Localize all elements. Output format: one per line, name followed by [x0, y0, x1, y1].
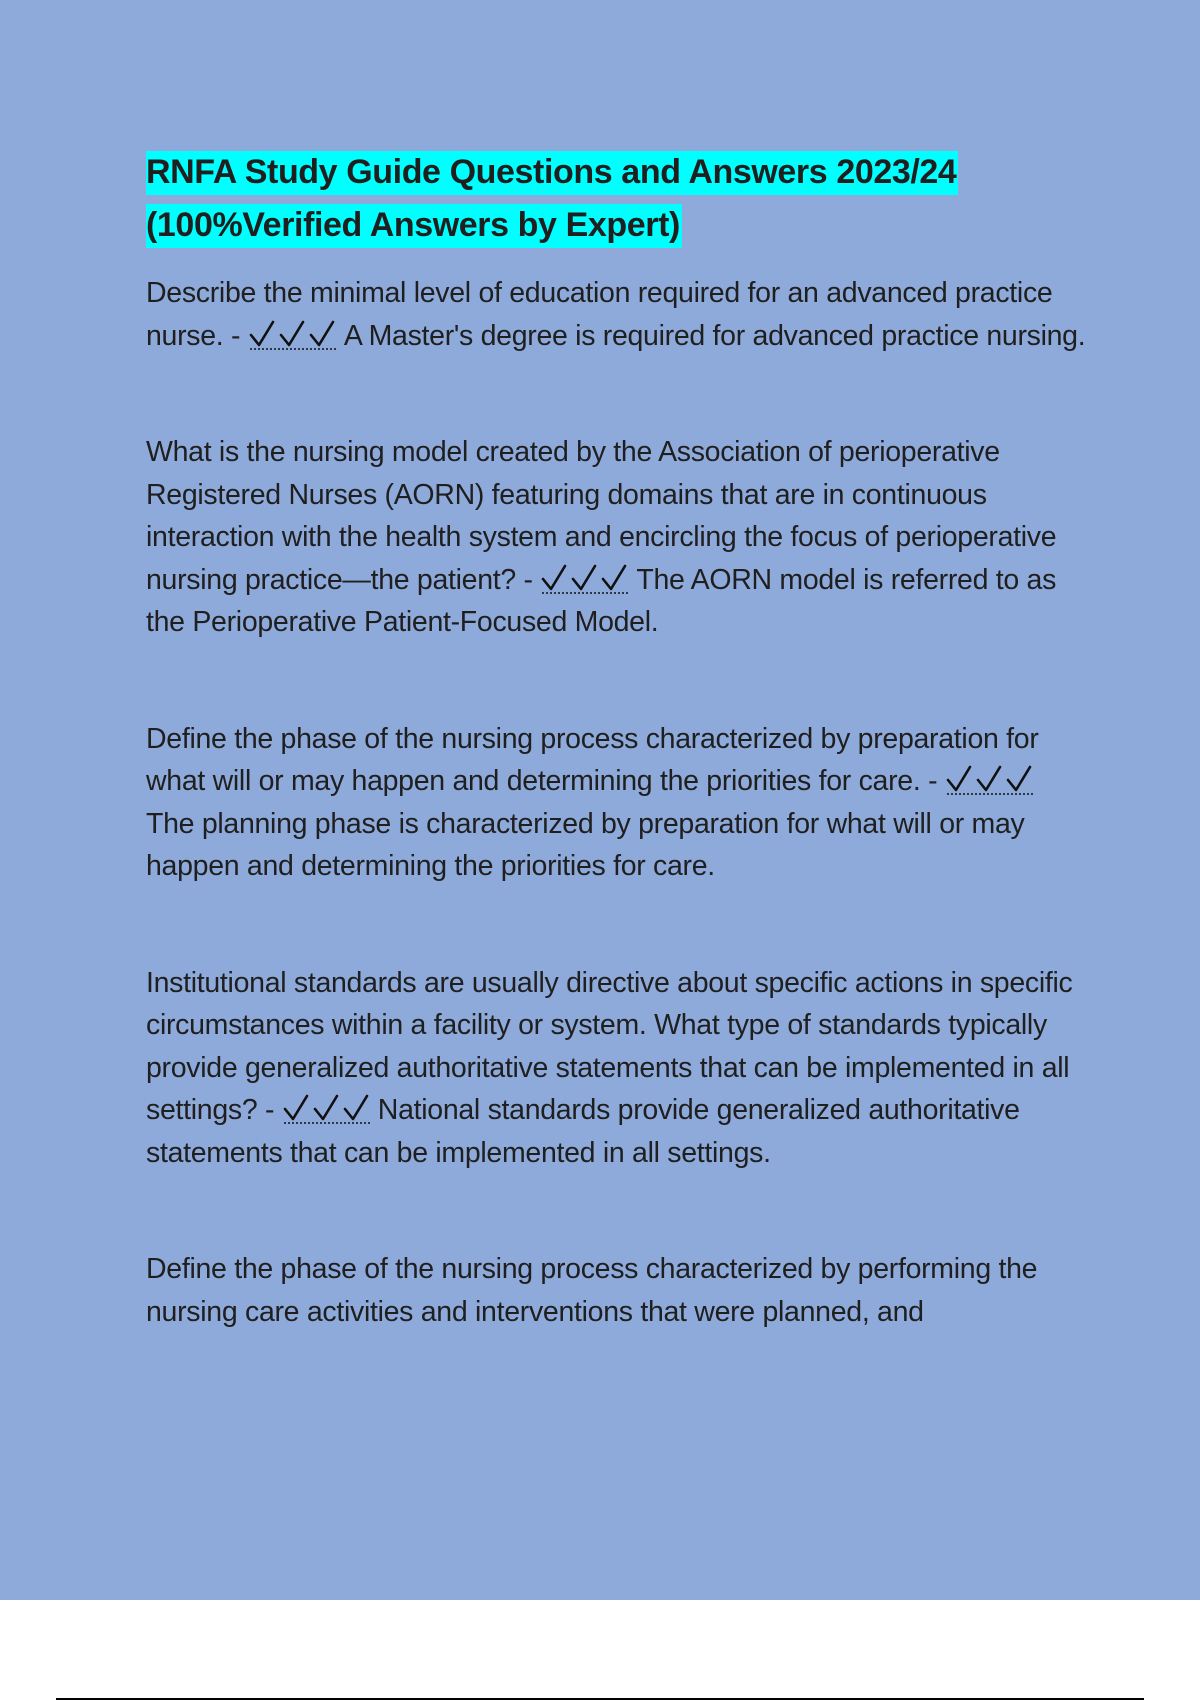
qa-item-2: [146, 431, 1086, 644]
qa-item-4: [146, 962, 1086, 1175]
answer-text: National standards provide generalized authoritative statements that can be implemented in all settings.: [146, 1094, 1020, 1169]
document-body: [146, 146, 1086, 1407]
question-text: Define the phase of the nursing process characterized by preparation for what will or may happen and determining the priorities for care. -: [146, 722, 1039, 797]
triple-check-icon: [945, 762, 1041, 796]
question-text: What is the nursing model created by the Association of perioperative Registered Nurses (AORN) featuring domains that are in continuous interaction with the health system and encircling the focus of perioperative nursing practice—the patient? -: [146, 436, 1057, 596]
answer-text: The AORN model is referred to as the Perioperative Patient-Focused Model.: [146, 563, 1057, 638]
title-line-1: RNFA Study Guide Questions and Answers 2023/24: [146, 151, 958, 195]
triple-check-icon: [248, 317, 344, 351]
answer-text: The planning phase is characterized by preparation for what will or may happen and determining the priorities for care.: [146, 807, 1025, 882]
triple-check-icon: [282, 1091, 378, 1125]
triple-check-icon: [540, 561, 636, 595]
answer-text: A Master's degree is required for advanced practice nursing.: [343, 319, 1086, 352]
qa-item-3: [146, 718, 1086, 888]
document-title: [146, 146, 1086, 252]
qa-item-5: [146, 1248, 1086, 1333]
qa-item-1: [146, 272, 1086, 357]
title-line-2: (100%Verified Answers by Expert): [146, 204, 682, 248]
question-text: Institutional standards are usually directive about specific actions in specific circumstances within a facility or system. What type of standards typically provide generalized authoritative statements that can be implemented in all settings? -: [146, 966, 1073, 1126]
question-text: Define the phase of the nursing process characterized by performing the nursing care activities and interventions that were planned, and: [146, 1253, 1038, 1328]
question-text: Describe the minimal level of education required for an advanced practice nurse. -: [146, 277, 1053, 352]
